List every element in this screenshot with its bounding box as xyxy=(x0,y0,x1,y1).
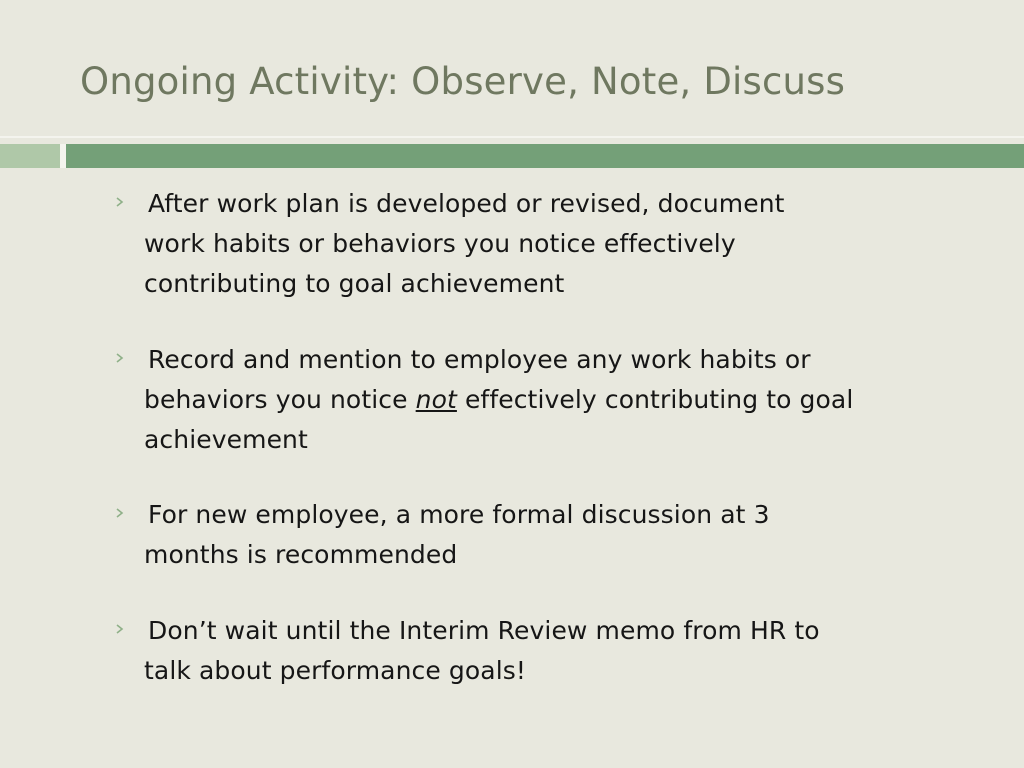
bullet-text xyxy=(144,184,985,304)
slide-title: Ongoing Activity: Observe, Note, Discuss xyxy=(80,60,846,103)
accent-band-right xyxy=(66,144,1024,168)
bullet-line: For new employee, a more formal discussion at 3 xyxy=(148,500,770,529)
bullet-text xyxy=(144,495,985,575)
bullet-item xyxy=(115,340,985,460)
bullet-line: Record and mention to employee any work habits or xyxy=(148,345,811,374)
bullet-item xyxy=(115,611,985,691)
accent-band-left xyxy=(0,144,60,168)
bullet-line: After work plan is developed or revised, document xyxy=(148,189,785,218)
bullet-line-end: effectively contributing to goal xyxy=(456,385,854,414)
bullet-text xyxy=(144,611,985,691)
bullet-item xyxy=(115,184,985,304)
bullet-line: Don’t wait until the Interim Review memo from HR to xyxy=(148,616,820,645)
bullet-item xyxy=(115,495,985,575)
chevron-right-icon xyxy=(115,508,125,518)
bullet-text xyxy=(144,340,985,460)
chevron-right-icon xyxy=(115,624,125,634)
bullet-line: talk about performance goals! xyxy=(144,656,527,685)
bullet-line: contributing to goal achievement xyxy=(144,269,565,298)
bullet-line: work habits or behaviors you notice effectively xyxy=(144,229,736,258)
emphasized-word: not xyxy=(415,385,457,414)
chevron-right-icon xyxy=(115,197,125,207)
bullet-line: months is recommended xyxy=(144,540,458,569)
bullet-line-start: behaviors you notice xyxy=(144,385,416,414)
bullet-line: achievement xyxy=(144,425,308,454)
chevron-right-icon xyxy=(115,353,125,363)
title-divider xyxy=(0,136,1024,138)
bullet-line xyxy=(144,380,985,420)
